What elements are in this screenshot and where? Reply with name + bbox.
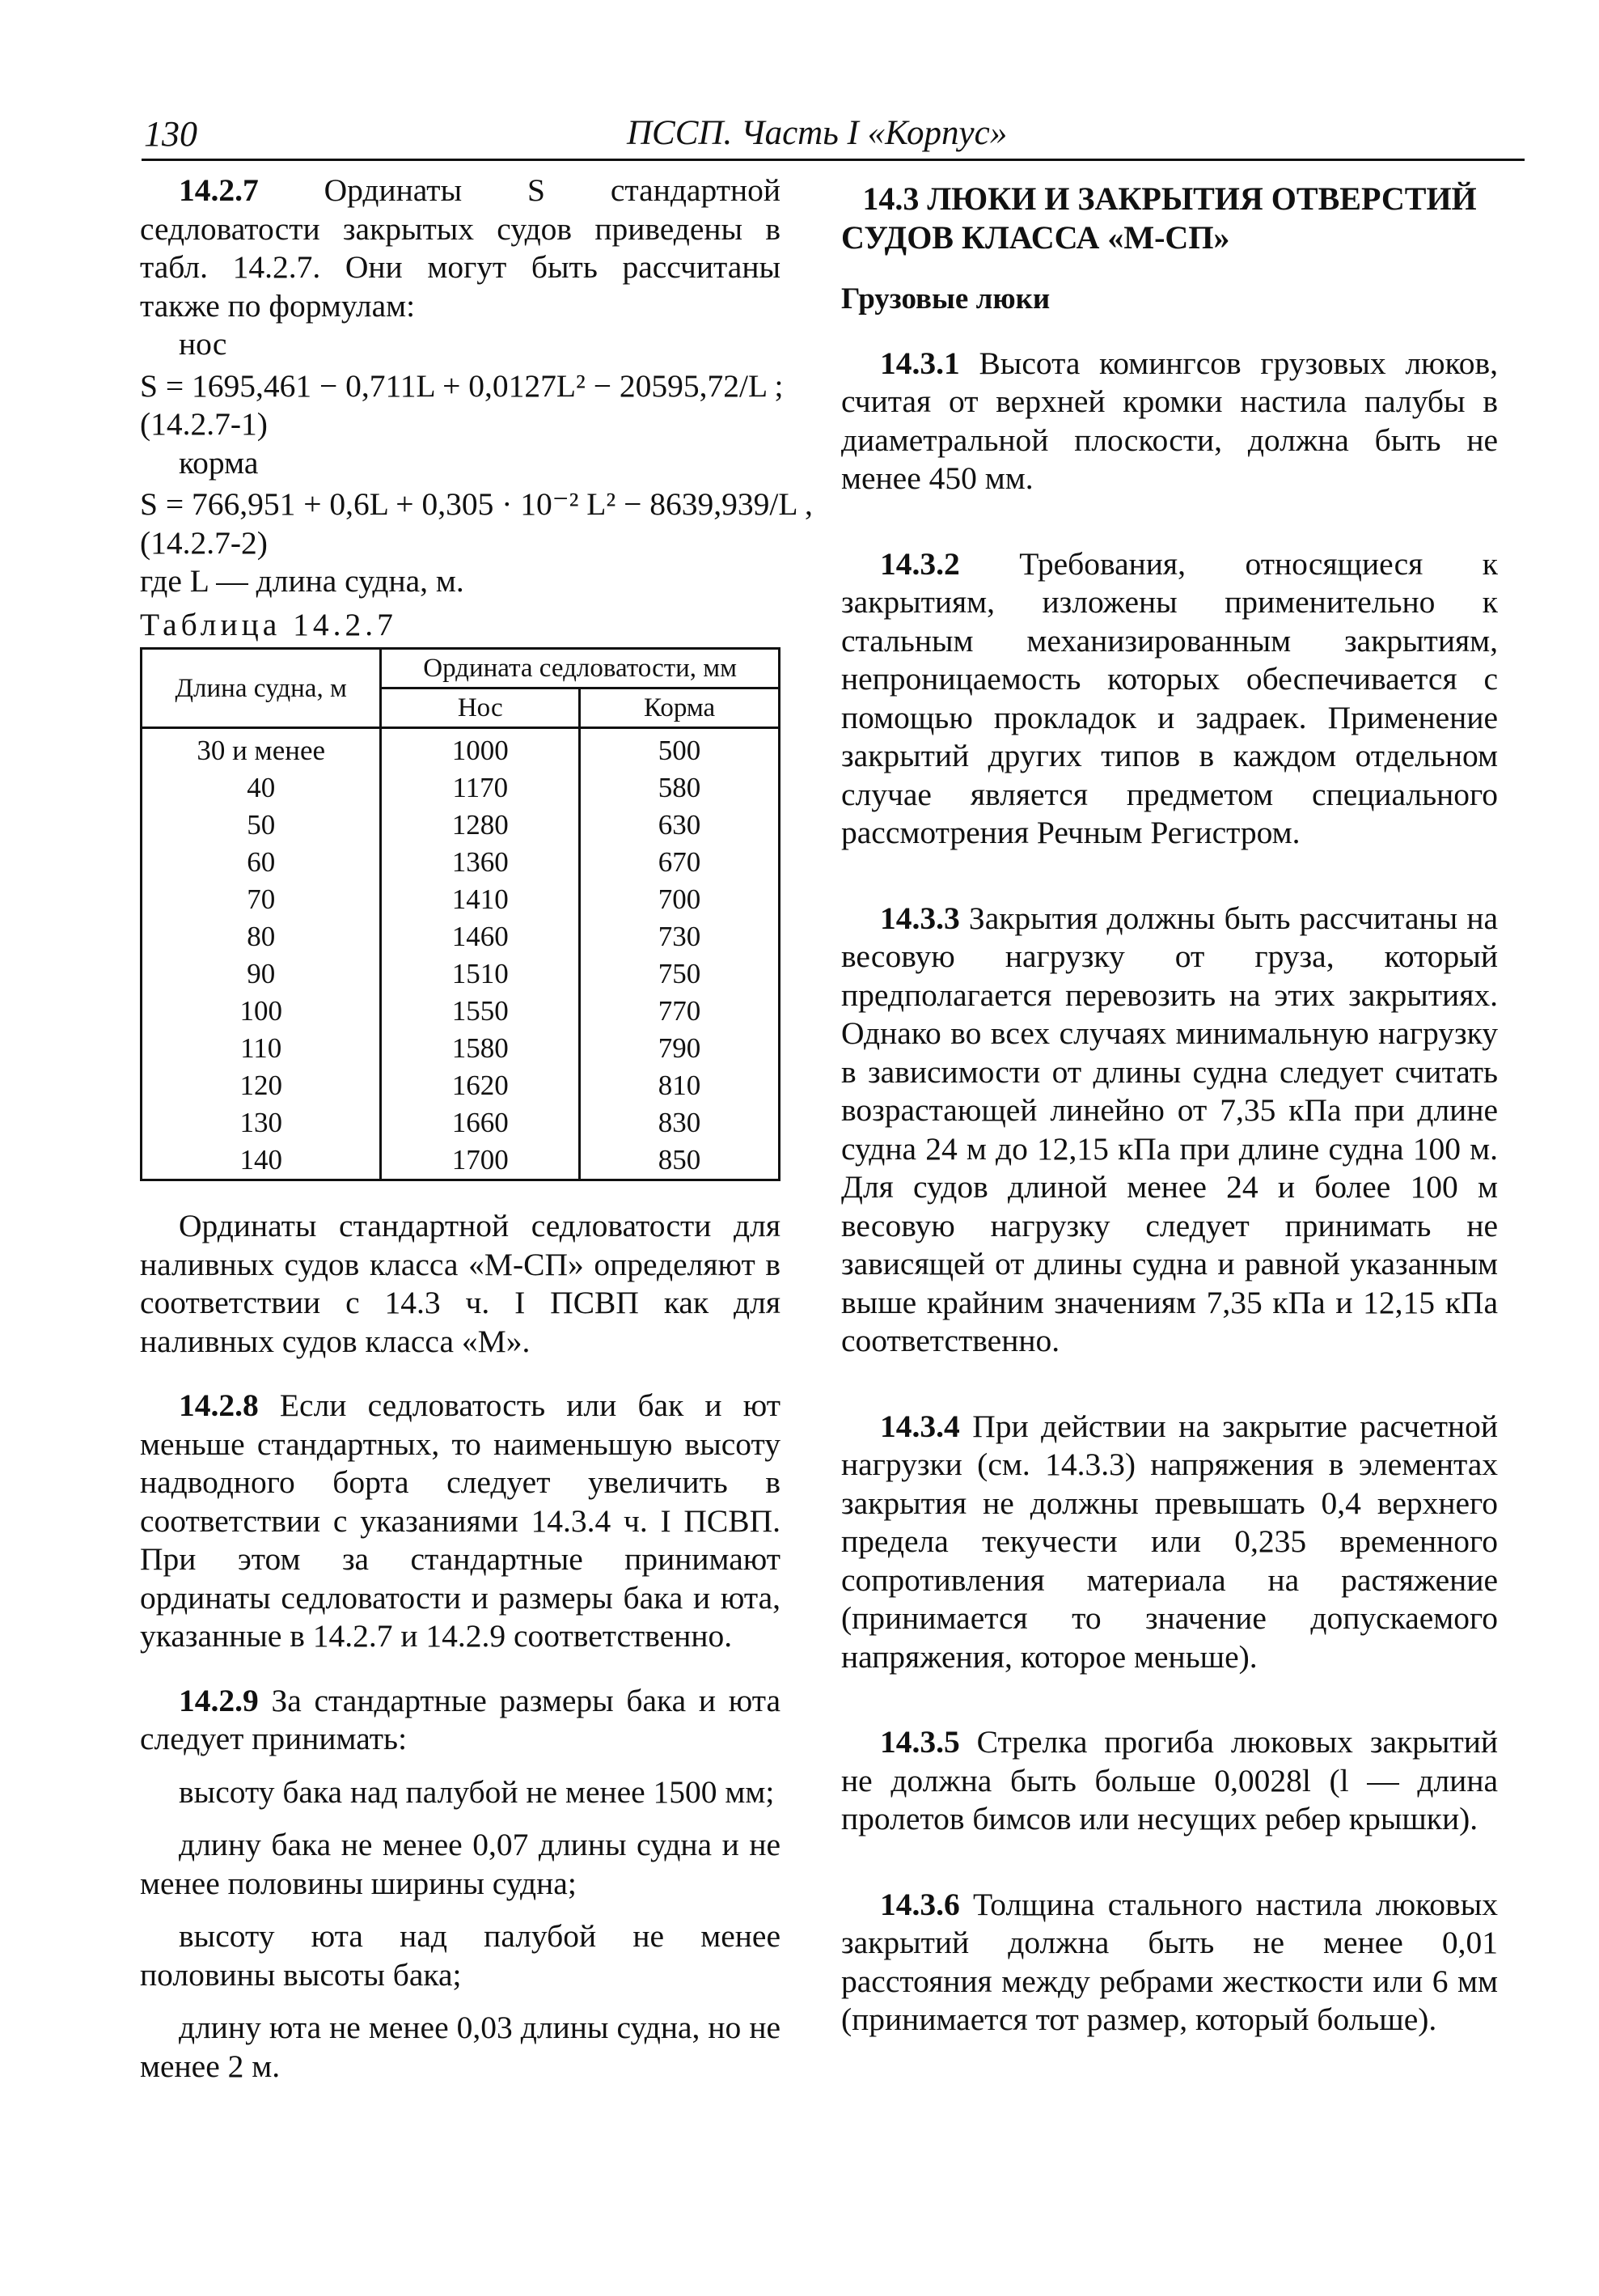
running-title: ПССП. Часть I «Корпус» [627, 114, 1008, 152]
clause-number: 14.2.8 [179, 1387, 259, 1423]
cell-nos: 1580 [381, 1030, 580, 1067]
cell-korma: 700 [580, 881, 780, 918]
table-row [142, 844, 780, 881]
paragraph-14-2-7 [140, 172, 780, 325]
clause-number: 14.2.9 [179, 1682, 259, 1718]
formula-number-2: (14.2.7-2) [140, 524, 268, 561]
cell-nos: 1460 [381, 918, 580, 955]
table-row [142, 1067, 780, 1104]
clause-text: Закрытия должны быть рассчитаны на весовую нагрузку от груза, который предполагается перевозить на этих закрытиях. Однако во всех случаях минимальную нагрузку в зависимости от длины судна следует считать возрастающей линейно от 7,35 кПа при длине судна 24 м до 12,15 кПа при длине судна 100 м. Для судов длиной менее 24 и более 100 м весовую нагрузку следует принимать не зависящей от длины судна и равной указанным выше крайним значениям 7,35 кПа и 12,15 кПа соответственно. [841, 900, 1498, 1358]
page-number: 130 [144, 114, 197, 154]
tanker-note: Ординаты стандартной седловатости для наливных судов класса «М-СП» определяют в соответствии с 14.3 ч. I ПСВП как для наливных судов класса «М». [140, 1208, 780, 1359]
clause-text: Стрелка прогиба люковых закрытий не должна быть больше 0,0028l (l — длина пролетов бимсов или несущих ребер крышки). [841, 1724, 1498, 1836]
cell-nos: 1280 [381, 807, 580, 844]
clause-text: Ординаты S стандартной седловатости закрытых судов приведены в табл. 14.2.7. Они могут быть рассчитаны также по формулам: [140, 172, 780, 324]
cell-nos: 1000 [381, 728, 580, 770]
cell-korma: 810 [580, 1067, 780, 1104]
sheer-table [140, 647, 780, 1181]
table-caption: Таблица 14.2.7 [140, 606, 397, 642]
cell-korma: 750 [580, 955, 780, 993]
cell-length: 110 [142, 1030, 381, 1067]
cell-korma: 770 [580, 993, 780, 1030]
clause-number: 14.3.3 [880, 900, 960, 936]
cell-length: 120 [142, 1067, 381, 1104]
paragraph-14-3-5 [841, 1723, 1498, 1839]
clause-text: Толщина стального настила люковых закрытий должна быть не менее 0,01 расстояния между ребрами жесткости или 6 мм (принимается тот размер, который больше). [841, 1886, 1498, 2037]
header-nos: Нос [381, 688, 580, 728]
clause-number: 14.2.7 [179, 172, 259, 208]
formula-14-2-7-2: S = 766,951 + 0,6L + 0,305 · 10⁻² L² − 8639,939/L , [140, 486, 813, 522]
left-column [140, 172, 813, 2086]
cell-length: 30 и менее [142, 728, 381, 770]
table-row [142, 1142, 780, 1180]
cell-korma: 830 [580, 1104, 780, 1142]
clause-number: 14.3.2 [880, 545, 960, 582]
table-row [142, 881, 780, 918]
clause-text: За стандартные размеры бака и юта следует принимать: [140, 1682, 780, 1756]
formula-label-korma: корма [179, 444, 259, 481]
cell-length: 80 [142, 918, 381, 955]
paragraph-14-2-8 [140, 1387, 780, 1656]
cell-length: 70 [142, 881, 381, 918]
list-item: высоту юта над палубой не менее половины высоты бака; [140, 1918, 780, 1993]
table-body [142, 728, 780, 1180]
clause-text: Если седловатость или бак и ют меньше стандартных, то наименьшую высоту надводного борта следует увеличить в соответствии с указаниями 14.3.4 ч. I ПСВП. При этом за стандартные принимают ординаты седловатости и размеры бака и юта, указанные в 14.2.7 и 14.2.9 соответственно. [140, 1387, 780, 1654]
cell-length: 90 [142, 955, 381, 993]
where-note: где L — длина судна, м. [140, 563, 464, 599]
cell-length: 60 [142, 844, 381, 881]
table-row [142, 918, 780, 955]
cell-nos: 1660 [381, 1104, 580, 1142]
cell-length: 50 [142, 807, 381, 844]
cell-nos: 1410 [381, 881, 580, 918]
formula-number-1: (14.2.7-1) [140, 406, 268, 442]
cell-nos: 1510 [381, 955, 580, 993]
formula-label-nos: нос [179, 326, 227, 362]
cell-nos: 1620 [381, 1067, 580, 1104]
clause-text: Высота комингсов грузовых люков, считая от верхней кромки настила палубы в диаметральной плоскости, должна быть не менее 450 мм. [841, 345, 1498, 496]
cell-length: 100 [142, 993, 381, 1030]
header-korma: Корма [580, 688, 780, 728]
cell-nos: 1700 [381, 1142, 580, 1180]
paragraph-14-3-1 [841, 345, 1498, 498]
cell-nos: 1360 [381, 844, 580, 881]
header-length: Длина судна, м [142, 649, 381, 728]
table-row [142, 1104, 780, 1142]
cell-korma: 580 [580, 769, 780, 807]
header-ordinate: Ордината седловатости, мм [381, 649, 780, 688]
paragraph-14-3-4 [841, 1408, 1498, 1677]
clause-text: Требования, относящиеся к закрытиям, изложены применительно к стальным механизированным закрытиям, непроницаемость которых обеспечивается с помощью прокладок и задраек. Применение закрытий других типов в каждом отдельном случае является предметом специального рассмотрения Речным Регистром. [841, 545, 1498, 850]
cell-korma: 670 [580, 844, 780, 881]
header-rule [142, 159, 1525, 161]
cell-korma: 730 [580, 918, 780, 955]
table-row [142, 807, 780, 844]
cell-korma: 630 [580, 807, 780, 844]
list-item: длину юта не менее 0,03 длины судна, но не менее 2 м. [140, 2010, 780, 2084]
paragraph-14-3-3 [841, 900, 1498, 1361]
paragraph-14-3-2 [841, 545, 1498, 853]
clause-number: 14.3.1 [880, 345, 960, 381]
clause-number: 14.3.4 [880, 1408, 960, 1444]
table-row [142, 728, 780, 770]
cell-length: 130 [142, 1104, 381, 1142]
cell-korma: 790 [580, 1030, 780, 1067]
cell-nos: 1550 [381, 993, 580, 1030]
formula-14-2-7-1: S = 1695,461 − 0,711L + 0,0127L² − 20595,72/L ; [140, 367, 784, 404]
cell-korma: 850 [580, 1142, 780, 1180]
clause-text: При действии на закрытие расчетной нагрузки (см. 14.3.3) напряжения в элементах закрытия не должны превышать 0,4 верхнего предела текучести или 0,235 временного сопротивления материала на растяжение (принимается то значение допускаемого напряжения, которое меньше). [841, 1408, 1498, 1675]
cell-length: 140 [142, 1142, 381, 1180]
cell-nos: 1170 [381, 769, 580, 807]
paragraph-14-3-6 [841, 1886, 1498, 2040]
table-row [142, 993, 780, 1030]
paragraph-14-2-9 [140, 1682, 780, 1759]
section-title: 14.3 ЛЮКИ И ЗАКРЫТИЯ ОТВЕРСТИЙ СУДОВ КЛАССА «М-СП» [841, 180, 1477, 256]
clause-number: 14.3.5 [880, 1724, 960, 1760]
list-item: длину бака не менее 0,07 длины судна и не менее половины ширины судна; [140, 1827, 780, 1901]
list-item: высоту бака над палубой не менее 1500 мм; [179, 1773, 775, 1810]
table-row [142, 955, 780, 993]
cell-length: 40 [142, 769, 381, 807]
right-column [841, 172, 1498, 2040]
cell-korma: 500 [580, 728, 780, 770]
table-row [142, 769, 780, 807]
subsection-title: Грузовые люки [841, 282, 1051, 316]
clause-number: 14.3.6 [880, 1886, 960, 1922]
table-row [142, 1030, 780, 1067]
